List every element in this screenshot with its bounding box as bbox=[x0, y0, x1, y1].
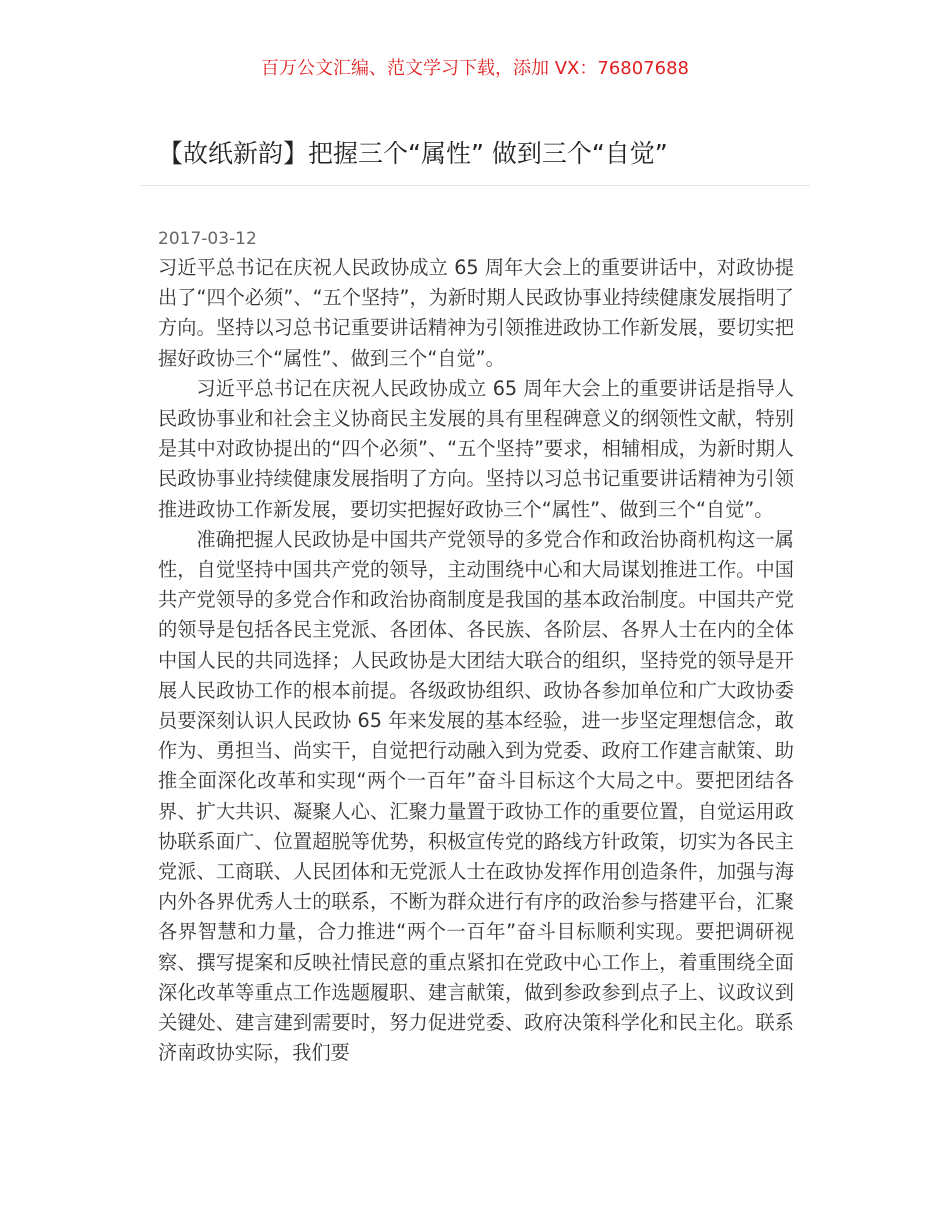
title-divider bbox=[140, 185, 810, 186]
article-title: 【故纸新韵】把握三个“属性” 做到三个“自觉” bbox=[158, 139, 668, 168]
article-body bbox=[158, 253, 794, 1068]
paragraph-3: 准确把握人民政协是中国共产党领导的多党合作和政治协商机构这一属性，自觉坚持中国共产党的领导，主动围绕中心和大局谋划推进工作。中国共产党领导的多党合作和政治协商制度是我国的基本政治制度。中国共产党的领导是包括各民主党派、各团体、各民族、各阶层、各界人士在内的全体中国人民的共同选择；人民政协是大团结大联合的组织，坚持党的领导是开展人民政协工作的根本前提。各级政协组织、政协各参加单位和广大政协委员要深刻认识人民政协 65 年来发展的基本经验，进一步坚定理想信念，敢作为、勇担当、尚实干，自觉把行动融入到为党委、政府工作建言献策、助推全面深化改革和实现“两个一百年”奋斗目标这个大局之中。要把团结各界、扩大共识、凝聚人心、汇聚力量置于政协工作的重要位置，自觉运用政协联系面广、位置超脱等优势，积极宣传党的路线方针政策，切实为各民主党派、工商联、人民团体和无党派人士在政协发挥作用创造条件，加强与海内外各界优秀人士的联系，不断为群众进行有序的政治参与搭建平台，汇聚各界智慧和力量，合力推进“两个一百年”奋斗目标顺利实现。要把调研视察、撰写提案和反映社情民意的重点紧扣在党政中心工作上，着重围绕全面深化改革等重点工作选题履职、建言献策，做到参政参到点子上、议政议到关键处、建言建到需要时，努力促进党委、政府决策科学化和民主化。联系济南政协实际，我们要 bbox=[158, 527, 794, 1065]
header-banner: 百万公文汇编、范文学习下载，添加 VX：76807688 bbox=[261, 58, 689, 79]
paragraph-2: 习近平总书记在庆祝人民政协成立 65 周年大会上的重要讲话是指导人民政协事业和社会主义协商民主发展的具有里程碑意义的纲领性文献，特别是其中对政协提出的“四个必须”、“五个坚持”要求，相辅相成，为新时期人民政协事业持续健康发展指明了方向。坚持以习总书记重要讲话精神为引领推进政协工作新发展，要切实把握好政协三个“属性”、做到三个“自觉”。 bbox=[158, 376, 794, 521]
article-date: 2017-03-12 bbox=[158, 229, 257, 249]
paragraph-1: 习近平总书记在庆祝人民政协成立 65 周年大会上的重要讲话中，对政协提出了“四个必须”、“五个坚持”，为新时期人民政协事业持续健康发展指明了方向。坚持以习总书记重要讲话精神为引领推进政协工作新发展，要切实把握好政协三个“属性”、做到三个“自觉”。 bbox=[158, 256, 794, 370]
